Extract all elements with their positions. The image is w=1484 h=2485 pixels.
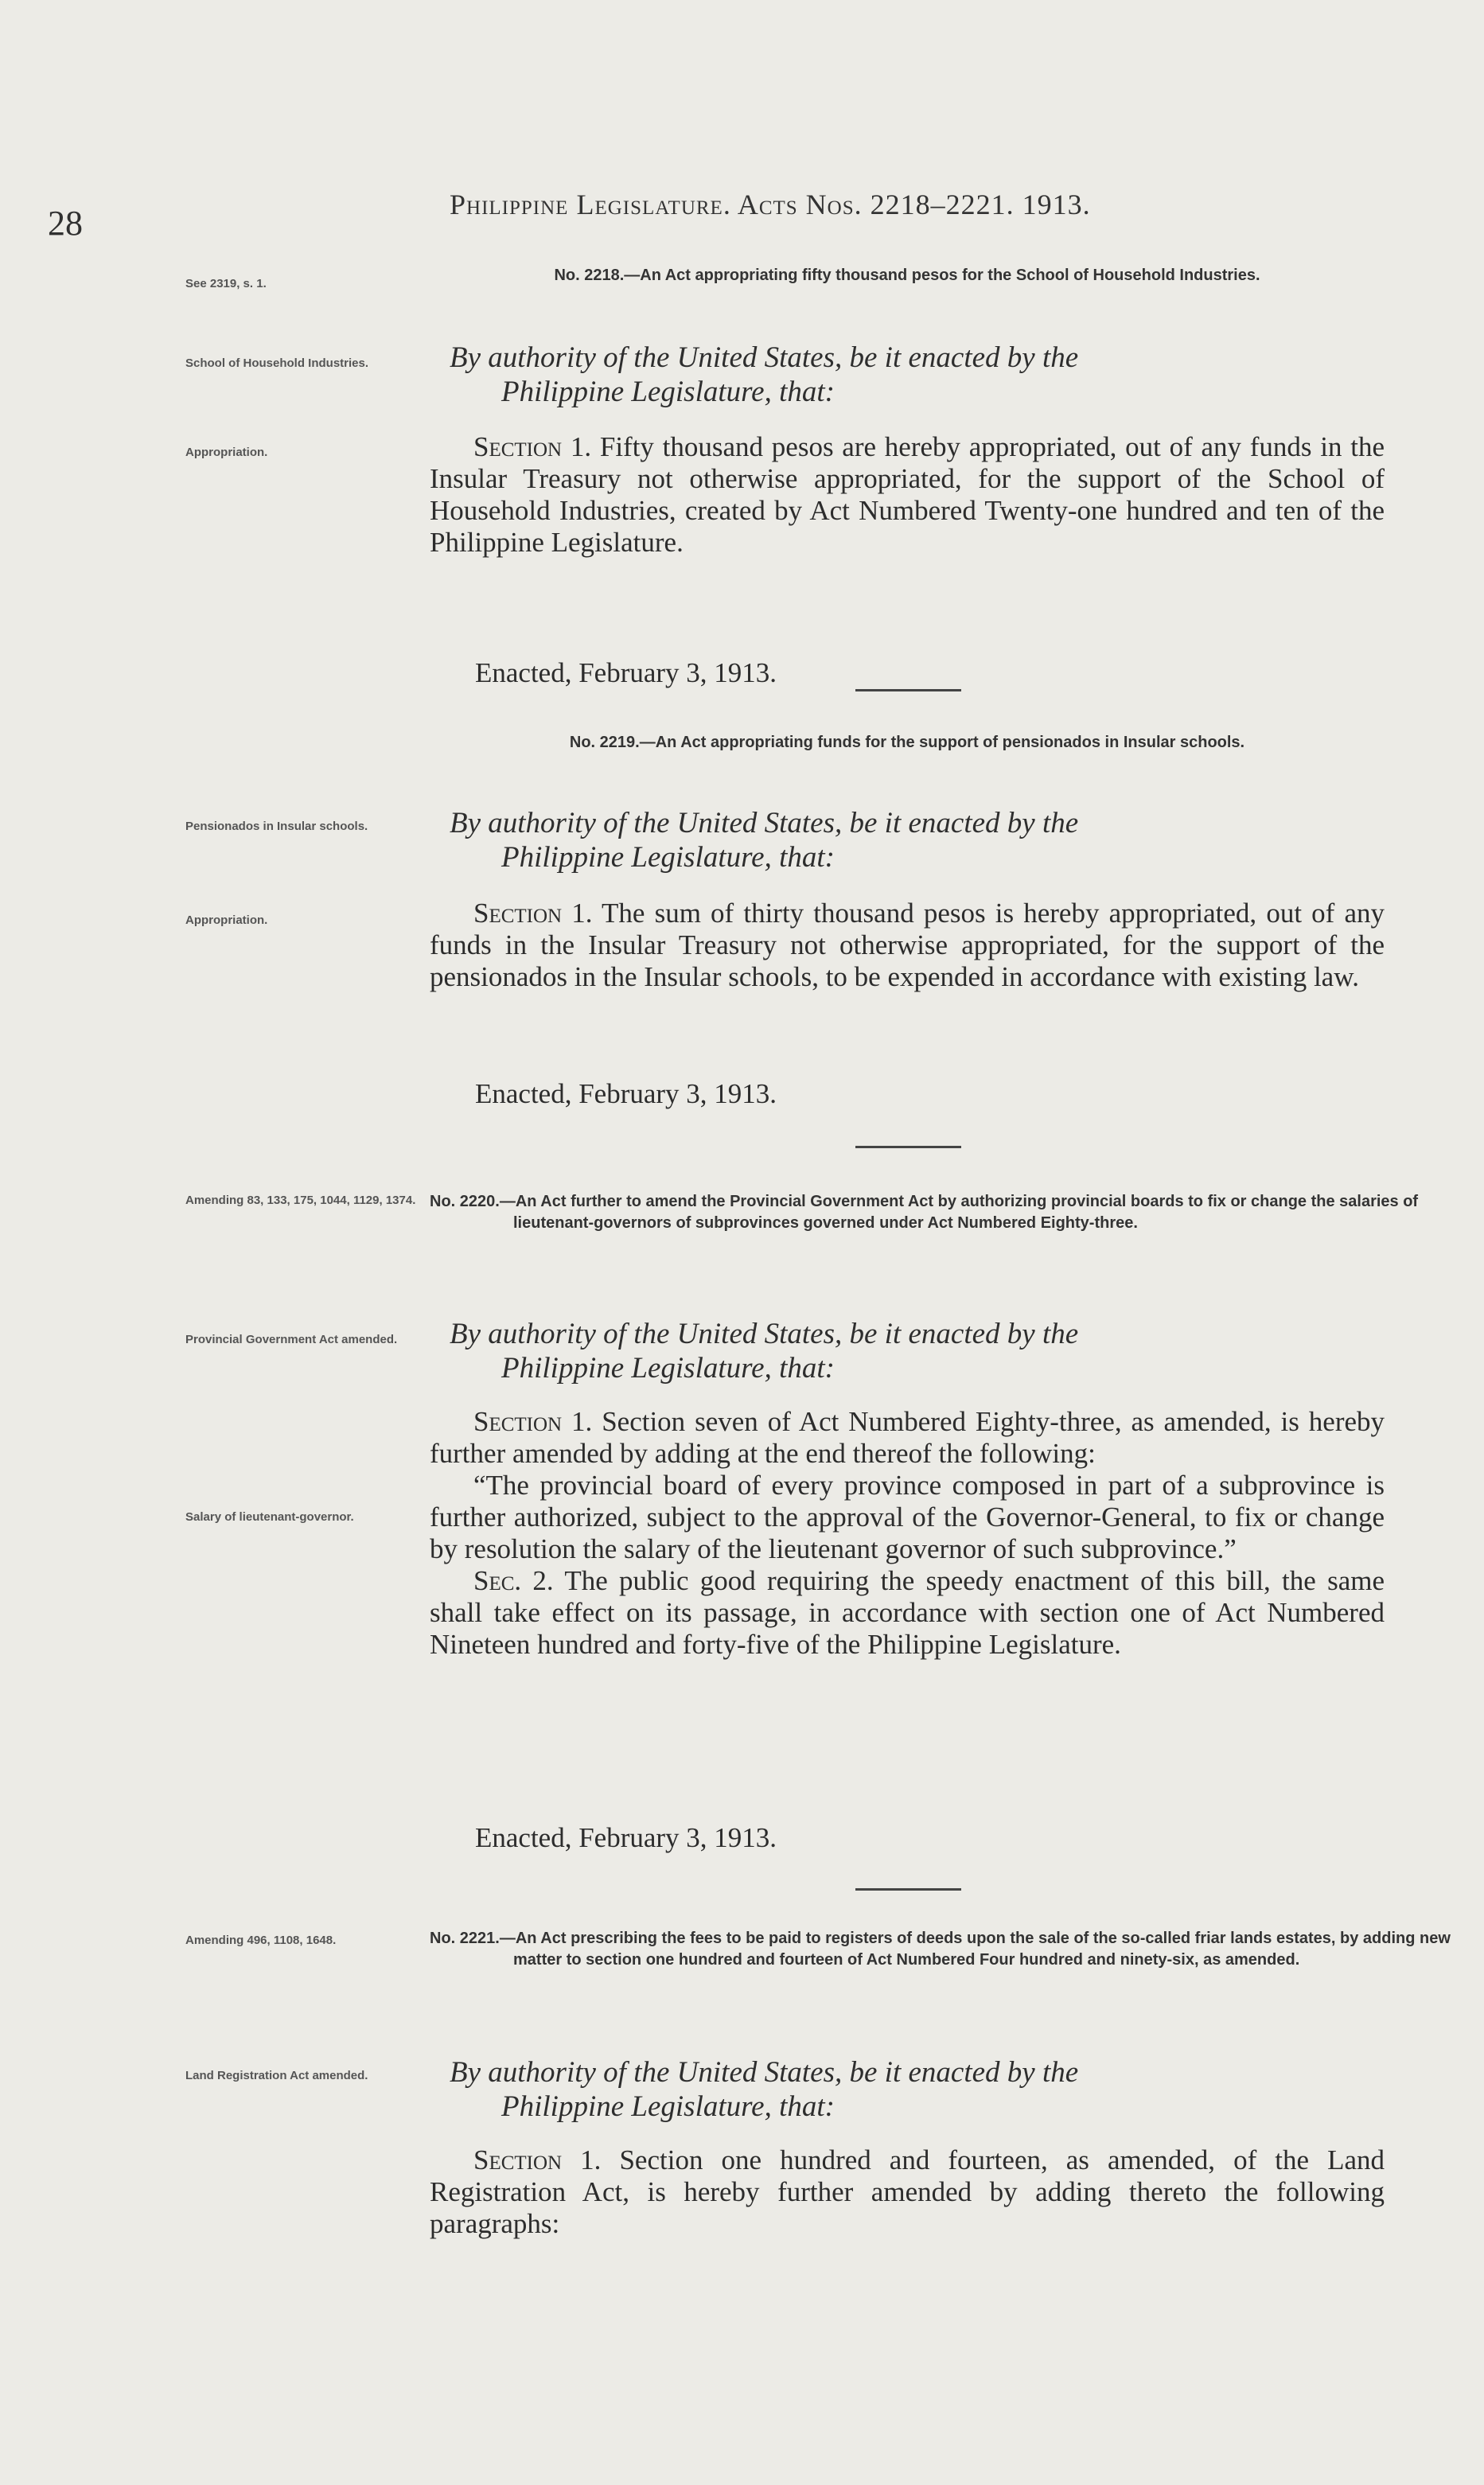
enacting-clause-line: By authority of the United States, be it enacted by the xyxy=(450,1318,1079,1350)
enacting-clause-line: Philippine Legislature, that: xyxy=(501,841,835,874)
section-body: The sum of thirty thousand pesos is hereby appropriated, out of any funds in the Insular Treasury not otherwise appropriated, for the support of the pensionados in the Insular schools, to be expended in accordance with existing law. xyxy=(430,898,1385,992)
section-text xyxy=(430,2144,1385,2240)
act-title-text: —An Act prescribing the fees to be paid to registers of deeds upon the sale of the so-called friar lands estates, by adding new matter to section one hundred and fourteen of Act Numbered Four hundred and ninety-six, as amended. xyxy=(499,1930,1451,1969)
margin-note: Appropriation. xyxy=(185,913,268,927)
section-text xyxy=(430,898,1385,993)
margin-note: Amending 496, 1108, 1648. xyxy=(185,1934,337,1947)
section-divider xyxy=(855,1146,961,1148)
enacting-clause-line: By authority of the United States, be it enacted by the xyxy=(450,341,1079,374)
section-body: Fifty thousand pesos are hereby appropriated, out of any funds in the Insular Treasury not otherwise appropriated, for the support of the School of Household Industries, created by Act Numbered Twenty-one hundred and ten of the Philippine Legislature. xyxy=(430,431,1385,558)
margin-note: See 2319, s. 1. xyxy=(185,277,267,290)
act-title-text: —An Act appropriating funds for the support of pensionados in Insular schools. xyxy=(639,734,1245,751)
quoted-paragraph: “The provincial board of every province composed in part of a subprovince is further authorized, subject to the approval of the Governor-General, to fix or change by resolution the salary of the lieutenant governor of such subprovince.” xyxy=(430,1470,1385,1564)
act-title-text: —An Act appropriating fifty thousand pesos for the School of Household Industries. xyxy=(624,267,1260,284)
act-number: No. 2221. xyxy=(430,1930,500,1947)
margin-note: School of Household Industries. xyxy=(185,356,369,370)
margin-note: Salary of lieutenant-governor. xyxy=(185,1510,354,1524)
enacting-clause-line: Philippine Legislature, that: xyxy=(501,1352,835,1385)
section-text xyxy=(430,431,1385,559)
margin-note: Appropriation. xyxy=(185,446,268,459)
section-label: Section 1. xyxy=(473,898,593,929)
section-divider xyxy=(855,689,961,691)
act-title xyxy=(430,265,1385,286)
enacting-clause-line: By authority of the United States, be it enacted by the xyxy=(450,2056,1079,2089)
enacted-date: Enacted, February 3, 1913. xyxy=(475,1822,777,1853)
act-number: No. 2218. xyxy=(554,267,625,284)
margin-note: Pensionados in Insular schools. xyxy=(185,820,368,833)
act-number: No. 2220. xyxy=(430,1193,500,1210)
enacting-clause-line: Philippine Legislature, that: xyxy=(501,376,835,408)
section-label: Section 1. xyxy=(473,1406,593,1437)
enacted-date: Enacted, February 3, 1913. xyxy=(475,657,777,688)
margin-note: Provincial Government Act amended. xyxy=(185,1333,398,1346)
enacting-clause-line: By authority of the United States, be it enacted by the xyxy=(450,807,1079,839)
enacting-clause-line: Philippine Legislature, that: xyxy=(501,2090,835,2123)
act-number: No. 2219. xyxy=(569,734,640,751)
enacting-clause xyxy=(450,2055,1389,2124)
section-label: Section 1. xyxy=(473,431,592,462)
section-divider xyxy=(855,1888,961,1891)
section-body: Section seven of Act Numbered Eighty-three, as amended, is hereby further amended by adding at the end thereof the following: xyxy=(430,1406,1385,1469)
margin-note: Amending 83, 133, 175, 1044, 1129, 1374. xyxy=(185,1194,416,1207)
enacting-clause xyxy=(450,1317,1389,1385)
section-paragraph xyxy=(430,2144,1385,2240)
act-title xyxy=(430,1928,1468,1971)
section-paragraph xyxy=(430,431,1385,559)
section-paragraph xyxy=(430,1565,1385,1661)
enacting-clause xyxy=(450,806,1389,874)
act-title-text: —An Act further to amend the Provincial Government Act by authorizing provincial boards to fix or change the salaries of lieutenant-governors of subprovinces governed under Act Numbered Eighty-three. xyxy=(499,1193,1419,1232)
section-label: Section 1. xyxy=(473,2144,602,2175)
section-label: Sec. 2. xyxy=(473,1565,554,1596)
section-paragraph xyxy=(430,1406,1385,1470)
section-paragraph xyxy=(430,898,1385,993)
section-body: The public good requiring the speedy enactment of this bill, the same shall take effect on its passage, in accordance with section one of Act Numbered Nineteen hundred and forty-five of the Philippine Legislature. xyxy=(430,1565,1385,1660)
margin-note: Land Registration Act amended. xyxy=(185,2069,368,2082)
running-header: Philippine Legislature. Acts Nos. 2218–2221. 1913. xyxy=(450,189,1091,220)
enacting-clause xyxy=(450,341,1389,409)
act-title xyxy=(430,732,1385,754)
section-text xyxy=(430,1406,1385,1661)
page-number: 28 xyxy=(48,204,83,243)
section-body: Section one hundred and fourteen, as amended, of the Land Registration Act, is hereby further amended by adding thereto the following paragraphs: xyxy=(430,2144,1385,2239)
enacted-date: Enacted, February 3, 1913. xyxy=(475,1078,777,1109)
act-title xyxy=(430,1191,1468,1234)
